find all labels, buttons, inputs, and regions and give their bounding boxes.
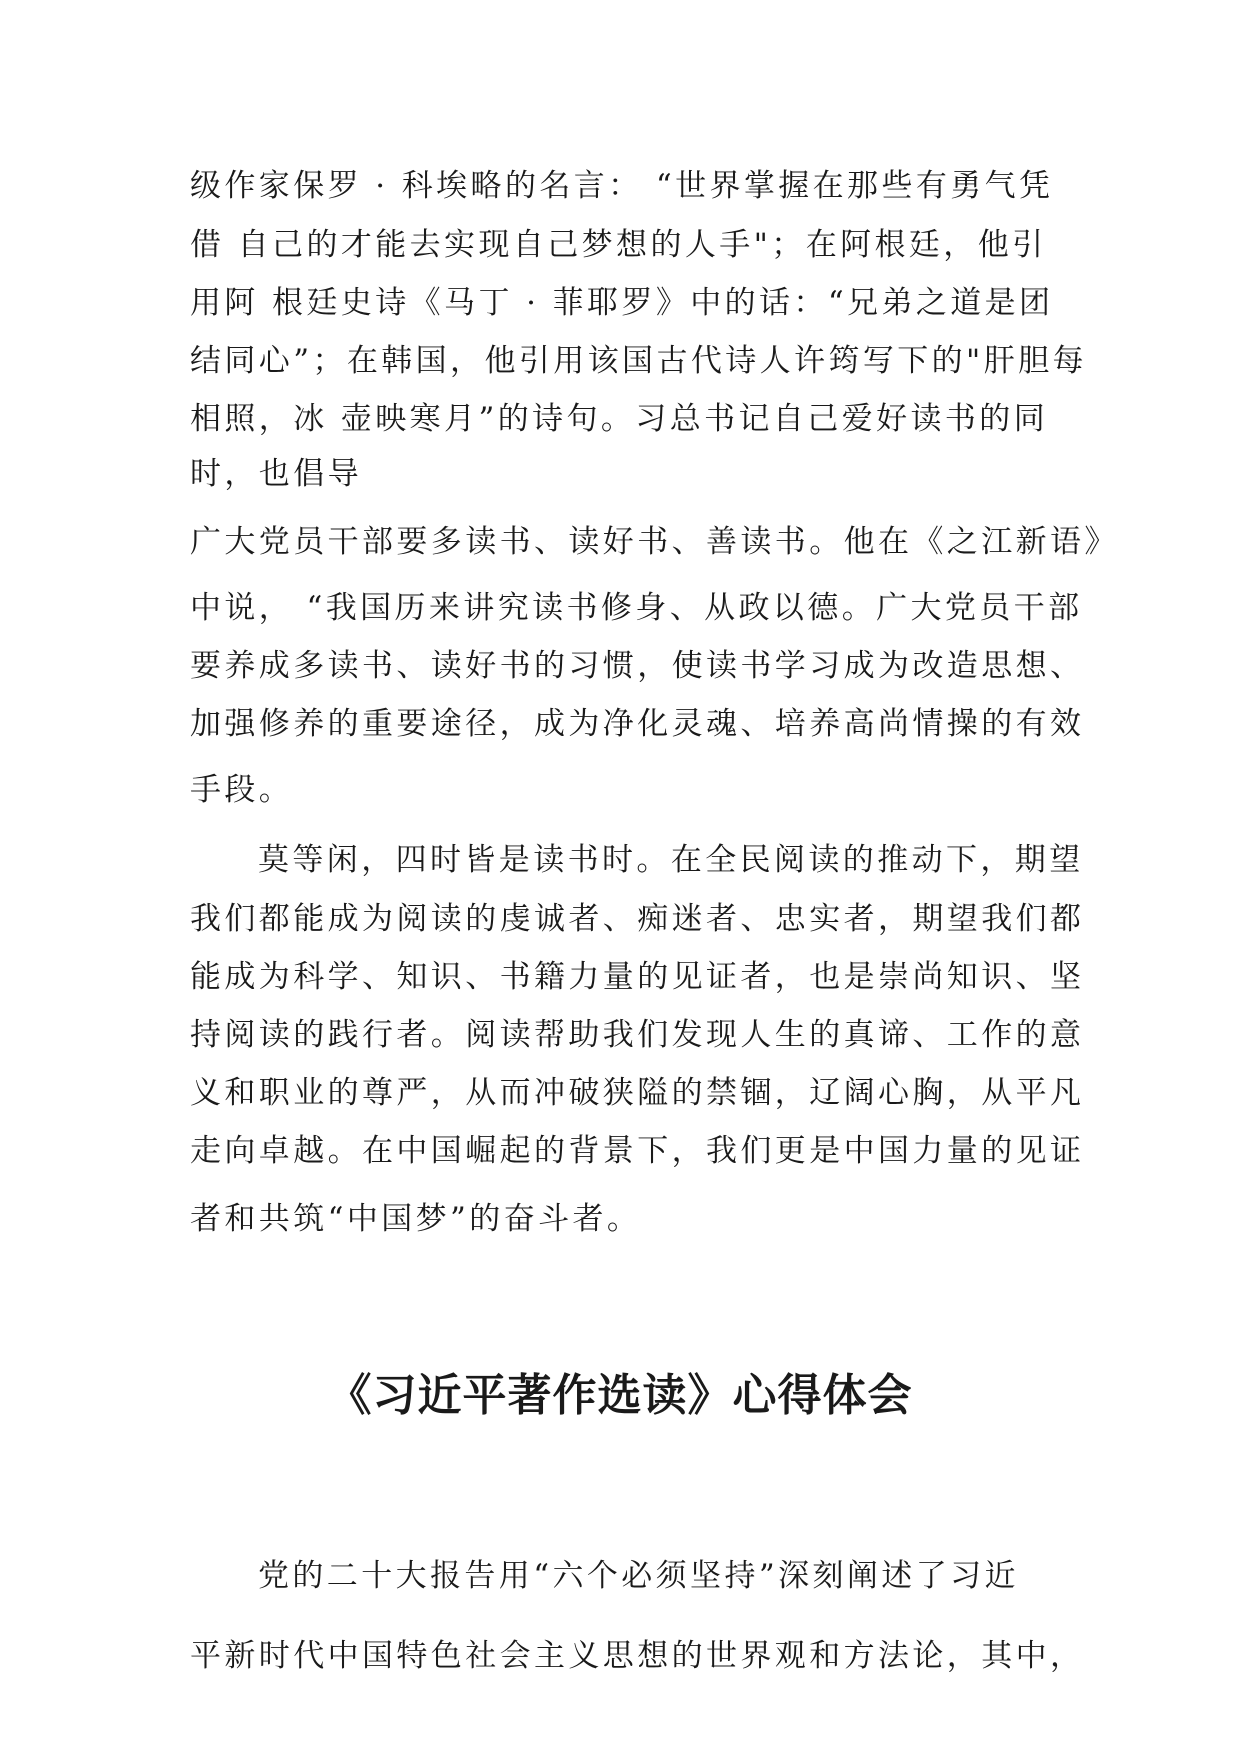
intro-line-1: 党的二十大报告用“六个必须坚持”深刻阐述了习近: [258, 1558, 1019, 1594]
paragraph-1-line-5: 相照，冰 壶映寒月”的诗句。习总书记自己爱好读书的同: [190, 401, 1049, 437]
paragraph-3-line-3: 能成为科学、知识、书籍力量的见证者，也是崇尚知识、坚: [190, 959, 1085, 995]
paragraph-1-line-3: 用阿 根廷史诗《马丁 · 菲耶罗》中的话：“兄弟之道是团: [190, 285, 1054, 321]
section-title: 《习近平著作选读》心得体会: [327, 1370, 913, 1421]
paragraph-1-line-6: 时，也倡导: [190, 456, 362, 492]
paragraph-3-line-2: 我们都能成为阅读的虔诚者、痴迷者、忠实者，期望我们都: [190, 901, 1085, 937]
paragraph-3-line-4: 持阅读的践行者。阅读帮助我们发现人生的真谛、工作的意: [190, 1017, 1085, 1053]
paragraph-2-line-2: 中说， “我国历来讲究读书修身、从政以德。广大党员干部: [190, 590, 1083, 626]
paragraph-2-line-1: 广大党员干部要多读书、读好书、善读书。他在《之江新语》: [190, 524, 1119, 560]
paragraph-2-line-4: 加强修养的重要途径，成为净化灵魂、培养高尚情操的有效: [190, 706, 1085, 742]
paragraph-2-line-3: 要养成多读书、读好书的习惯，使读书学习成为改造思想、: [190, 648, 1085, 684]
paragraph-1-line-4: 结同心”；在韩国，他引用该国古代诗人许筠写下的"肝胆每: [190, 343, 1087, 379]
paragraph-3-line-5: 义和职业的尊严，从而冲破狭隘的禁锢，辽阔心胸，从平凡: [190, 1075, 1085, 1111]
paragraph-3-line-6: 走向卓越。在中国崛起的背景下，我们更是中国力量的见证: [190, 1133, 1085, 1169]
paragraph-1-line-2: 借 自己的才能去实现自己梦想的人手"；在阿根廷，他引: [190, 227, 1047, 263]
paragraph-3-line-7: 者和共筑“中国梦”的奋斗者。: [190, 1201, 642, 1237]
paragraph-3-line-1: 莫等闲，四时皆是读书时。在全民阅读的推动下，期望: [258, 842, 1084, 878]
paragraph-1-line-1: 级作家保罗 · 科埃略的名言： “世界掌握在那些有勇气凭: [190, 168, 1054, 204]
intro-line-2: 平新时代中国特色社会主义思想的世界观和方法论，其中，: [190, 1638, 1085, 1674]
paragraph-2-line-5: 手段。: [190, 772, 294, 808]
